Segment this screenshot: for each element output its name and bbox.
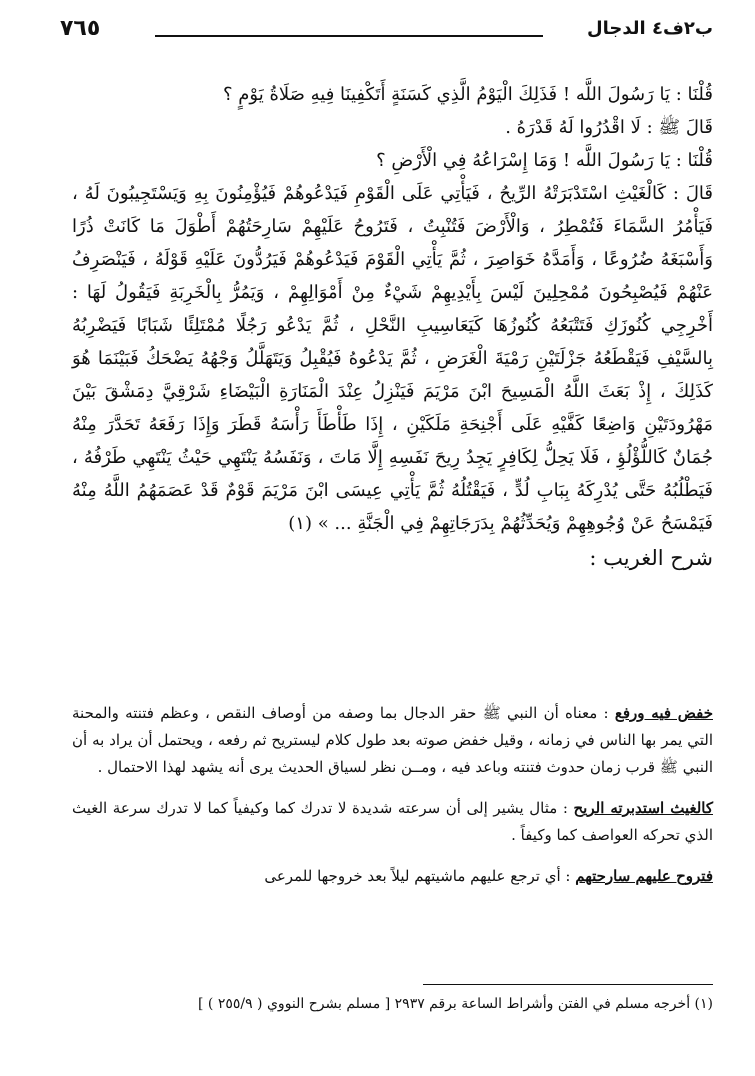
hadith-paragraph: قُلْنَا : يَا رَسُولَ اللَّه ! فَذَلِكَ الْيَوْمُ الَّذِي كَسَنَةٍ أَتَكْفِينَا فِيهِ صَلَاةُ يَوْمٍ ؟ [223,84,713,105]
glossary-term: فتروح عليهم سارحتهم [575,867,713,885]
glossary-entry [72,863,713,890]
footnote: (١) أخرجه مسلم في الفتن وأشراط الساعة برقم ٢٩٣٧ [ مسلم بشرح النووي ( ٢٥٥/٩ ) ] [197,996,713,1012]
glossary-term: خفض فيه ورفع [614,704,713,722]
page-number: ٧٦٥ [60,16,101,41]
glossary-entry [72,700,713,781]
hadith-paragraph: قَالَ : كَالْغَيْثِ اسْتَدْبَرَتْهُ الرِّيحُ ، فَيَأْتِي عَلَى الْقَوْمِ فَيَدْعُوهُمْ فَيُؤْمِنُونَ بِهِ وَيَسْتَجِيبُونَ لَهُ ، فَيَأْمُرُ السَّمَاءَ فَتُمْطِرُ ، وَالْأَرْضَ فَتُنْبِتُ ، فَتَرُوحُ عَلَيْهِمْ سَارِحَتُهُمْ أَطْوَلَ مَا كَانَتْ ذُرًا وَأَسْبَغَهُ ضُرُوعًا ، وَأَمَدَّهُ خَوَاصِرَ ، ثُمَّ يَأْتِي الْقَوْمَ فَيَدْعُوهُمْ فَيَرُدُّونَ عَلَيْهِ قَوْلَهُ ، فَيَنْصَرِفُ عَنْهُمْ فَيُصْبِحُونَ مُمْحِلِينَ لَيْسَ بِأَيْدِيهِمْ شَيْءٌ مِنْ أَمْوَالِهِمْ ، وَيَمُرُّ بِالْخَرِبَةِ فَيَقُولُ لَهَا : أَخْرِجِي كُنُوزَكِ فَتَتْبَعُهُ كُنُوزُهَا كَيَعَاسِيبِ النَّحْلِ ، ثُمَّ يَدْعُو رَجُلًا مُمْتَلِئًا شَبَابًا فَيَضْرِبُهُ بِالسَّيْفِ فَيَقْطَعُهُ جَزْلَتَيْنِ رَمْيَةَ الْغَرَضِ ، ثُمَّ يَدْعُوهُ فَيُقْبِلُ وَيَتَهَلَّلُ وَجْهُهُ يَضْحَكُ فَبَيْنَمَا هُوَ كَذَلِكَ ، إِذْ بَعَثَ اللَّهُ الْمَسِيحَ ابْنَ مَرْيَمَ فَيَنْزِلُ عِنْدَ الْمَنَارَةِ الْبَيْضَاءِ شَرْقِيَّ دِمَشْقَ بَيْنَ مَهْرُودَتَيْنِ وَاضِعًا كَفَّيْهِ عَلَى أَجْنِحَةِ مَلَكَيْنِ ، إِذَا طَأْطَأَ رَأْسَهُ قَطَرَ وَإِذَا رَفَعَهُ تَحَدَّرَ مِنْهُ جُمَانٌ كَاللُّؤْلُؤِ ، فَلَا يَحِلُّ لِكَافِرٍ يَجِدُ رِيحَ نَفَسِهِ إِلَّا مَاتَ ، وَنَفَسُهُ يَنْتَهِي حَيْثُ يَنْتَهِي طَرْفُهُ ، فَيَطْلُبُهُ حَتَّى يُدْرِكَهُ بِبَابِ لُدٍّ ، فَيَقْتُلُهُ ثُمَّ يَأْتِي عِيسَى ابْنَ مَرْيَمَ قَوْمٌ قَدْ عَصَمَهُمُ اللَّهُ مِنْهُ فَيَمْسَحُ عَنْ وُجُوهِهِمْ وَيُحَدِّثُهُمْ بِدَرَجَاتِهِمْ فِي الْجَنَّةِ ... » (١) [72,183,713,534]
glossary-section [72,700,713,904]
glossary-definition: : أي ترجع عليهم ماشيتهم ليلاً بعد خروجها للمرعى [264,867,571,885]
page-header [60,14,713,50]
glossary-heading: شرح الغريب : [589,546,713,570]
footnote-rule [423,984,713,985]
header-rule [155,35,543,37]
glossary-entry [72,795,713,849]
running-title: ب٢ف٤ الدجال [587,18,713,39]
hadith-paragraph: قُلْنَا : يَا رَسُولَ اللَّه ! وَمَا إِسْرَاعُهُ فِي الْأَرْضِ ؟ [376,150,713,171]
hadith-text [72,78,713,576]
hadith-paragraph: قَالَ ﷺ : لَا اقْدُرُوا لَهُ قَدْرَهُ . [505,117,713,138]
glossary-term: كالغيث استدبرته الريح [573,799,713,817]
glossary-definition: : مثال يشير إلى أن سرعته شديدة لا تدرك كما وكيفياً كما لا تدرك سرعة الغيث الذي تحركه العواصف كما وكيفاً . [72,799,713,844]
glossary-definition: : معناه أن النبي ﷺ حقر الدجال بما وصفه من أوصاف النقص ، وعظم فتنته والمحنة التي يمر بها الناس في زمانه ، وقيل خفض صوته بعد طول كلام ليستريح ثم رفعه ، ويحتمل أن يراد به أن النبي ﷺ قرب زمان حدوث فتنته وباعد فيه ، ومــن نظر لسياق الحديث يرى أنه يشهد لهذا الاحتمال . [72,704,713,776]
